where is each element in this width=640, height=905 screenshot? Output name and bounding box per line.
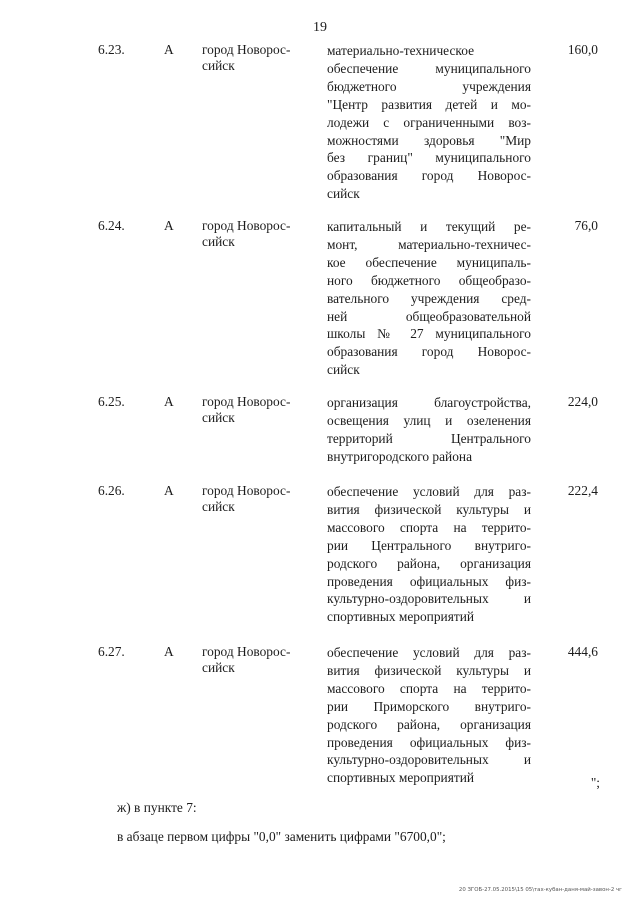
description-line: проведения официальных физ- <box>327 573 531 589</box>
municipality-line: город Новорос- <box>202 218 291 233</box>
municipality-line: сийск <box>202 58 235 73</box>
paragraph-item-zh: ж) в пункте 7: <box>117 800 197 815</box>
item-description <box>327 42 531 203</box>
description-line: внутригородского района <box>327 448 473 464</box>
description-line: родского района, организация <box>327 555 531 571</box>
description-line: образования город Новорос- <box>327 168 531 184</box>
item-amount: 222,4 <box>567 483 598 498</box>
description-line: вательного учреждения сред- <box>327 290 531 306</box>
municipality-line: город Новорос- <box>202 42 291 57</box>
description-line: ней общеобразовательной <box>327 308 531 324</box>
description-line: рии Приморского внутриго- <box>327 698 531 714</box>
item-category: А <box>164 394 174 409</box>
item-amount: 160,0 <box>567 42 598 57</box>
municipality-line: сийск <box>202 410 235 425</box>
description-line: капитальный и текущий ре- <box>327 219 531 234</box>
description-line: образования город Новорос- <box>327 344 531 360</box>
item-category: А <box>164 42 174 57</box>
item-description <box>327 483 531 626</box>
item-number: 6.26. <box>98 483 125 498</box>
item-number: 6.27. <box>98 644 125 659</box>
description-line: спортивных мероприятий <box>327 609 475 625</box>
item-municipality <box>202 483 306 515</box>
description-line: спортивных мероприятий <box>327 770 475 786</box>
item-number: 6.24. <box>98 218 125 233</box>
description-line: "Центр развития детей и мо- <box>327 96 531 112</box>
item-amount: 76,0 <box>574 218 598 233</box>
description-line: массового спорта на террито- <box>327 519 531 535</box>
municipality-line: сийск <box>202 499 235 514</box>
item-number: 6.25. <box>98 394 125 409</box>
description-line: бюджетного учреждения <box>327 78 531 94</box>
description-line: массового спорта на террито- <box>327 680 531 696</box>
description-line: вития физической культуры и <box>327 662 531 678</box>
item-municipality <box>202 394 306 426</box>
description-line: родского района, организация <box>327 716 531 732</box>
description-line: рии Центрального внутриго- <box>327 537 531 553</box>
municipality-line: город Новорос- <box>202 394 291 409</box>
closing-quote: "; <box>590 775 600 790</box>
description-line: территорий Центрального <box>327 430 531 446</box>
page-number: 19 <box>313 20 327 35</box>
municipality-line: город Новорос- <box>202 483 291 498</box>
description-line: культурно-оздоровительных и <box>327 752 531 768</box>
item-description <box>327 644 531 787</box>
footer-stamp: 20 ЗГОБ-27.05.2015\15 05\тах-кубан-даня-май-завон-2 чг <box>458 887 622 893</box>
municipality-line: сийск <box>202 660 235 675</box>
paragraph-replacement: в абзаце первом цифры "0,0" заменить цифрами "6700,0"; <box>117 829 446 844</box>
item-amount: 444,6 <box>567 644 598 659</box>
item-category: А <box>164 483 174 498</box>
municipality-line: город Новорос- <box>202 644 291 659</box>
item-category: А <box>164 644 174 659</box>
description-line: лодежи с ограниченными воз- <box>327 114 531 130</box>
item-number: 6.23. <box>98 42 125 57</box>
description-line: освещения улиц и озеленения <box>327 412 531 428</box>
item-description <box>327 394 531 466</box>
description-line: обеспечение муниципального <box>327 60 531 76</box>
description-line: можностями здоровья "Мир <box>327 132 531 148</box>
item-municipality <box>202 42 306 74</box>
description-line: школы № 27 муниципального <box>327 326 531 342</box>
description-line: вития физической культуры и <box>327 501 531 517</box>
item-municipality <box>202 644 306 676</box>
description-line: материально-техническое <box>327 43 475 58</box>
municipality-line: сийск <box>202 234 235 249</box>
description-line: сийск <box>327 186 360 202</box>
description-line: кое обеспечение муниципаль- <box>327 254 531 270</box>
description-line: проведения официальных физ- <box>327 734 531 750</box>
description-line: монт, материально-техничес- <box>327 236 531 252</box>
item-amount: 224,0 <box>567 394 598 409</box>
description-line: обеспечение условий для раз- <box>327 645 531 660</box>
description-line: ного бюджетного общеобразо- <box>327 272 531 288</box>
description-line: организация благоустройства, <box>327 395 531 410</box>
description-line: без границ" муниципального <box>327 150 531 166</box>
item-municipality <box>202 218 306 250</box>
description-line: обеспечение условий для раз- <box>327 484 531 499</box>
item-category: А <box>164 218 174 233</box>
description-line: культурно-оздоровительных и <box>327 591 531 607</box>
description-line: сийск <box>327 362 360 378</box>
item-description <box>327 218 531 379</box>
